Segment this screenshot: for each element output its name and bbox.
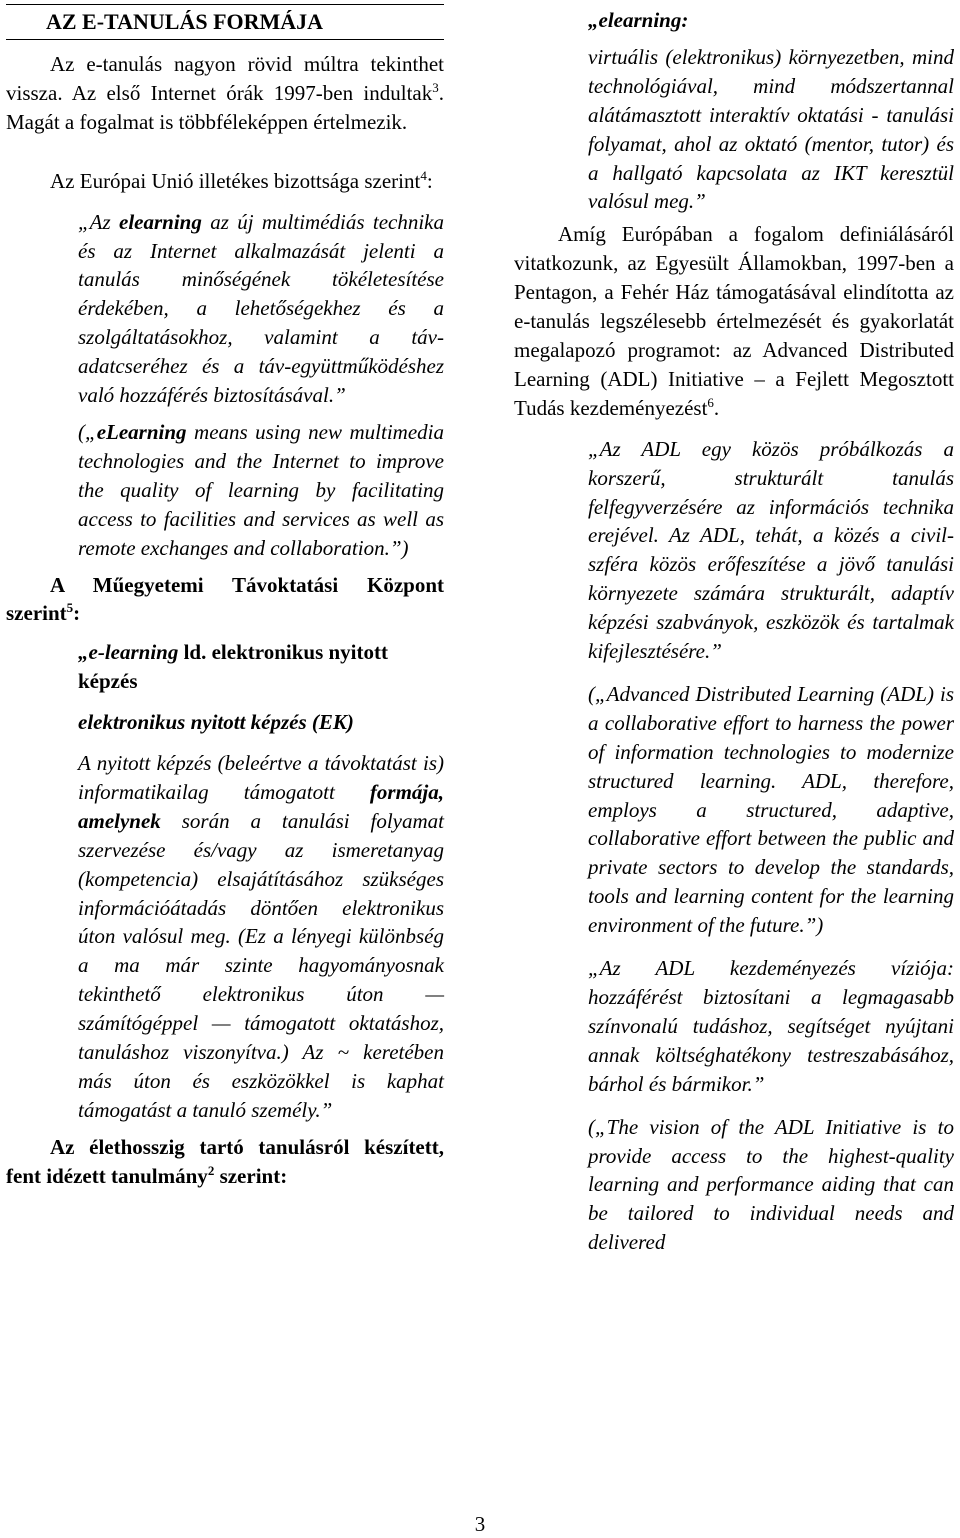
eu-quote-en: („eLearning means using new multimedia technologies and the Internet to improve the quality of learning by facilitating access to facilities and services as well as remote exchanges and collaboration.”) bbox=[78, 419, 444, 560]
bme-quote-body: A nyitott képzés (beleértve a távoktatást is) informatikailag támogatott formája, amelynek során a tanulási folyamat szervezése és/vagy az ismeretanyag (kompetencia) elsajátításához szükséges információátadás döntően elektronikus úton valósul meg. (Ez a lényegi különbség a ma már szinte hagyományosnak tekinthető elektronikus úton — számítógéppel — támogatott oktatáshoz, tanuláshoz viszonyítva.) Az ~ keretében más úton és eszközökkel is kaphat támogatást a tanuló személy.” bbox=[78, 751, 444, 1122]
lifelong-quote-body: virtuális (elektronikus) környezetben, mind technológiával, mind módszertannal alátámasztott interaktív oktatási - tanulási folyamat, ahol az oktató (mentor, tutor) és a hallgató kapcsolata az IKT keresztül valósul meg.” bbox=[588, 44, 954, 214]
page-number: 3 bbox=[474, 1512, 486, 1536]
right-column bbox=[514, 0, 954, 1257]
adl-quote-en: („Advanced Distributed Learning (ADL) is a collaborative effort to harness the power of information technologies to modernize structured learning. ADL, therefore, employs a structured, adaptive, collaborative effort between the public and private sectors to develop the standards, tools and learning content for the learning environment of the future.”) bbox=[588, 681, 954, 938]
eu-quote-hu: „Az elearning az új multimédiás technika és az Internet alkalmazását jelenti a tanulás minőségének tökéletesítése érdekében, a lehetőségekhez és a szolgáltatásokhoz, valamint a táv-adatcseréhez és a táv-együttműködéshez való hozzáférés biztosításával.” bbox=[78, 209, 444, 408]
footnote-ref: 2 bbox=[207, 1162, 215, 1178]
adl-vision-en: („The vision of the ADL Initiative is to provide access to the highest-quality learning and performance aiding that can be tailored to individual needs and delivered bbox=[588, 1114, 954, 1255]
section-heading: AZ E-TANULÁS FORMÁJA bbox=[6, 4, 444, 40]
footnote-ref: 3 bbox=[432, 79, 439, 95]
eu-paragraph: Az Európai Unió illetékes bizottsága szerint$^4$: bbox=[50, 167, 433, 193]
adl-quote-hu: „Az ADL egy közös próbálkozás a korszerű, strukturált tanulás felfegyverzésére az információs technika erejével. Az ADL, tehát, a közés a civil-szféra közös erőfeszítése a jövő tanulási környezete számára strukturált, adaptív képzési szabványok, eszközök és tartalmak kifejlesztésére.” bbox=[588, 436, 954, 664]
lifelong-quote-title: „elearning: bbox=[588, 8, 689, 32]
footnote-ref: 4 bbox=[420, 167, 427, 183]
adl-paragraph: Amíg Európában a fogalom definiálásáról vitatkozunk, az Egyesült Államokban, 1997-ben a Pentagon, a Fehér Ház támogatásával elindította az e-tanulás legszélesebb értelmezését és gyakorlatát megalapozó programot: az Advanced Distributed Learning (ADL) Initiative – a Fejlett Megosztott Tudás kezdeményezést$^6$. bbox=[514, 222, 954, 420]
bme-quote-term: „e-learning ld. elektronikus nyitott képzés bbox=[78, 640, 388, 694]
footnote-ref: 6 bbox=[707, 394, 714, 410]
intro-paragraph: Az e-tanulás nagyon rövid múltra tekinthet vissza. Az első Internet órák 1997-ben indultak$^3$. Magát a fogalmat is többféleképpen értelmezik. bbox=[6, 52, 444, 134]
adl-vision-hu: „Az ADL kezdeményezés víziója: hozzáférést biztosítani a legmagasabb színvonalú tudáshoz, segítséget nyújtani annak költséghatékony testreszabásához, bárhol és bármikor.” bbox=[588, 956, 954, 1096]
footnote-ref: 5 bbox=[66, 600, 74, 616]
bme-quote-title: elektronikus nyitott képzés (EK) bbox=[78, 710, 354, 735]
left-column bbox=[6, 0, 444, 1191]
lifelong-paragraph: Az élethosszig tartó tanulásról készített, fent idézett tanulmány$^2$ szerint: bbox=[6, 1134, 444, 1188]
bme-paragraph: A Műegyetemi Távoktatási Központ szerint$^5$: bbox=[6, 572, 444, 626]
